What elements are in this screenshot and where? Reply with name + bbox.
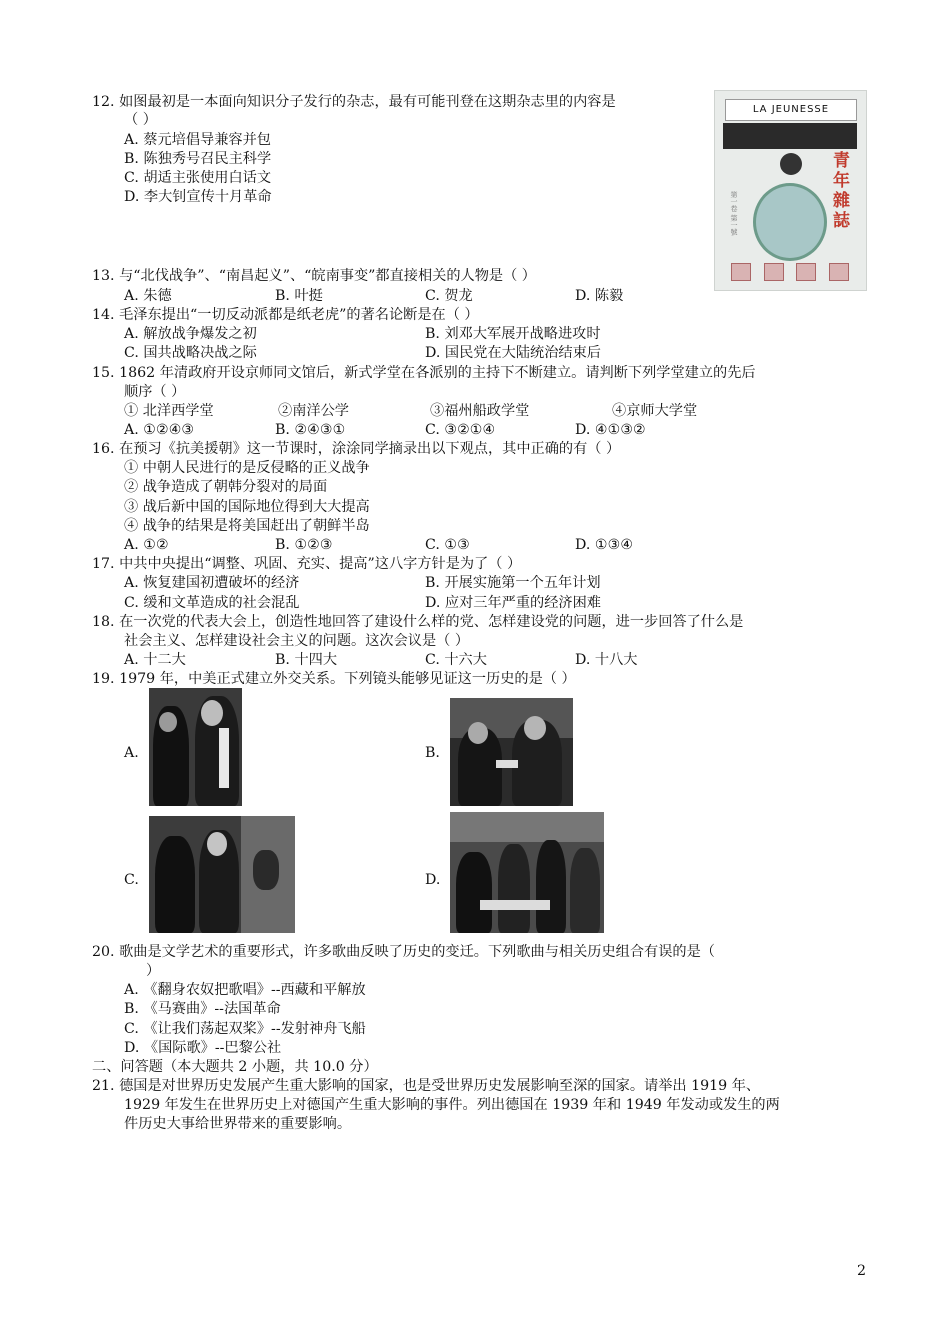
cover-silhouettes	[723, 123, 857, 149]
q14-option-a: A. 解放战争爆发之初	[124, 326, 257, 342]
q15-option-a: A. ①②④③	[124, 422, 195, 438]
q15-item-2: ②南洋公学	[278, 403, 349, 419]
q13-option-c: C. 贺龙	[425, 288, 473, 304]
q19-option-c: C.	[124, 872, 139, 888]
q15-stem-cont: 顺序（ ）	[124, 384, 186, 400]
emblem-icon	[780, 153, 802, 175]
q14-option-d: D. 国民党在大陆统治结束后	[425, 345, 601, 361]
q15-option-b: B. ②④③①	[275, 422, 346, 438]
q18-option-d: D. 十八大	[575, 652, 638, 668]
q18-option-c: C. 十六大	[425, 652, 487, 668]
q13-option-a: A. 朱德	[124, 288, 172, 304]
q19-option-d: D.	[425, 872, 441, 888]
portrait-icon	[753, 183, 827, 261]
q21-stem: 21. 德国是对世界历史发展产生重大影响的国家，也是受世界历史发展影响至深的国家。请举出 1919 年、	[92, 1078, 761, 1094]
q16-option-d: D. ①③④	[575, 537, 634, 553]
q19-stem: 19. 1979 年，中美正式建立外交关系。下列镜头能够见证这一历史的是（ ）	[92, 671, 576, 687]
q13-stem: 13. 与“北伐战争”、“南昌起义”、“皖南事变”都直接相关的人物是（ ）	[92, 268, 536, 284]
q18-option-a: A. 十二大	[124, 652, 186, 668]
q18-option-b: B. 十四大	[275, 652, 338, 668]
cover-title: LA JEUNESSE	[725, 99, 857, 121]
q15-item-1: ① 北洋西学堂	[124, 403, 214, 419]
q20-stem: 20. 歌曲是文学艺术的重要形式，许多歌曲反映了历史的变迁。下列歌曲与相关历史组合有误的是（	[92, 944, 715, 960]
q14-stem: 14. 毛泽东提出“一切反动派都是纸老虎”的著名论断是在（ ）	[92, 307, 479, 323]
photo-c	[149, 816, 295, 933]
q18-stem: 18. 在一次党的代表大会上，创造性地回答了建设什么样的党、怎样建设党的问题，进一步回答了什么是	[92, 614, 744, 630]
q15-item-3: ③福州船政学堂	[430, 403, 530, 419]
q12-stem: 12. 如图最初是一本面向知识分子发行的杂志，最有可能刊登在这期杂志里的内容是	[92, 94, 616, 110]
q20-option-a: A. 《翻身农奴把歌唱》--西藏和平解放	[124, 982, 366, 998]
q17-option-a: A. 恢复建国初遭破坏的经济	[124, 575, 300, 591]
q17-option-c: C. 缓和文革造成的社会混乱	[124, 595, 300, 611]
q16-option-c: C. ①③	[425, 537, 470, 553]
q17-option-d: D. 应对三年严重的经济困难	[425, 595, 601, 611]
photo-b	[450, 698, 573, 806]
cover-vertical-title: 青年雜誌	[833, 151, 850, 231]
q20-option-d: D. 《国际歌》--巴黎公社	[124, 1040, 282, 1056]
q12-option-b: B. 陈独秀号召民主科学	[124, 151, 272, 167]
cover-bottom-band	[731, 263, 849, 281]
magazine-cover-image: LA JEUNESSE 第一卷 第一號 青年雜誌	[714, 90, 867, 291]
q12-option-d: D. 李大钊宣传十月革命	[124, 189, 272, 205]
q17-option-b: B. 开展实施第一个五年计划	[425, 575, 601, 591]
q15-option-d: D. ④①③②	[575, 422, 646, 438]
q21-stem-cont-1: 1929 年发生在世界历史上对德国产生重大影响的事件。列出德国在 1939 年和 1949 年发动或发生的两	[124, 1097, 780, 1113]
q15-stem: 15. 1862 年清政府开设京师同文馆后，新式学堂在各派别的主持下不断建立。请判断下列学堂建立的先后	[92, 365, 756, 381]
q16-option-a: A. ①②	[124, 537, 169, 553]
q19-option-b: B.	[425, 745, 440, 761]
q16-option-b: B. ①②③	[275, 537, 333, 553]
q12-option-c: C. 胡适主张使用白话文	[124, 170, 272, 186]
q21-stem-cont-2: 件历史大事给世界带来的重要影响。	[124, 1116, 352, 1132]
q12-option-a: A. 蔡元培倡导兼容并包	[124, 132, 271, 148]
q19-option-a: A.	[124, 745, 139, 761]
section2-heading: 二、问答题（本大题共 2 小题，共 10.0 分）	[92, 1059, 378, 1075]
q20-option-c: C. 《让我们荡起双桨》--发射神舟飞船	[124, 1021, 366, 1037]
q14-option-c: C. 国共战略决战之际	[124, 345, 257, 361]
q20-stem-cont: ）	[146, 963, 161, 979]
q16-item-1: ① 中朝人民进行的是反侵略的正义战争	[124, 460, 370, 476]
q16-item-2: ② 战争造成了朝韩分裂对的局面	[124, 479, 328, 495]
q12-stem-cont: （ ）	[124, 112, 157, 128]
q13-option-d: D. 陈毅	[575, 288, 624, 304]
photo-d	[450, 812, 604, 933]
q16-stem: 16. 在预习《抗美援朝》这一节课时，涂涂同学摘录出以下观点，其中正确的有（ ）	[92, 441, 621, 457]
q16-item-4: ④ 战争的结果是将美国赶出了朝鲜半岛	[124, 518, 370, 534]
q14-option-b: B. 刘邓大军展开战略进攻时	[425, 326, 601, 342]
q15-item-4: ④京师大学堂	[612, 403, 698, 419]
q17-stem: 17. 中共中央提出“调整、巩固、充实、提高”这八字方针是为了（ ）	[92, 556, 522, 572]
q13-option-b: B. 叶挺	[275, 288, 323, 304]
q20-option-b: B. 《马赛曲》--法国革命	[124, 1001, 281, 1017]
page-number: 2	[857, 1263, 867, 1279]
q16-item-3: ③ 战后新中国的国际地位得到大大提高	[124, 499, 370, 515]
q18-stem-cont: 社会主义、怎样建设社会主义的问题。这次会议是（ ）	[124, 633, 470, 649]
photo-a	[149, 688, 242, 806]
q15-option-c: C. ③②①④	[425, 422, 496, 438]
